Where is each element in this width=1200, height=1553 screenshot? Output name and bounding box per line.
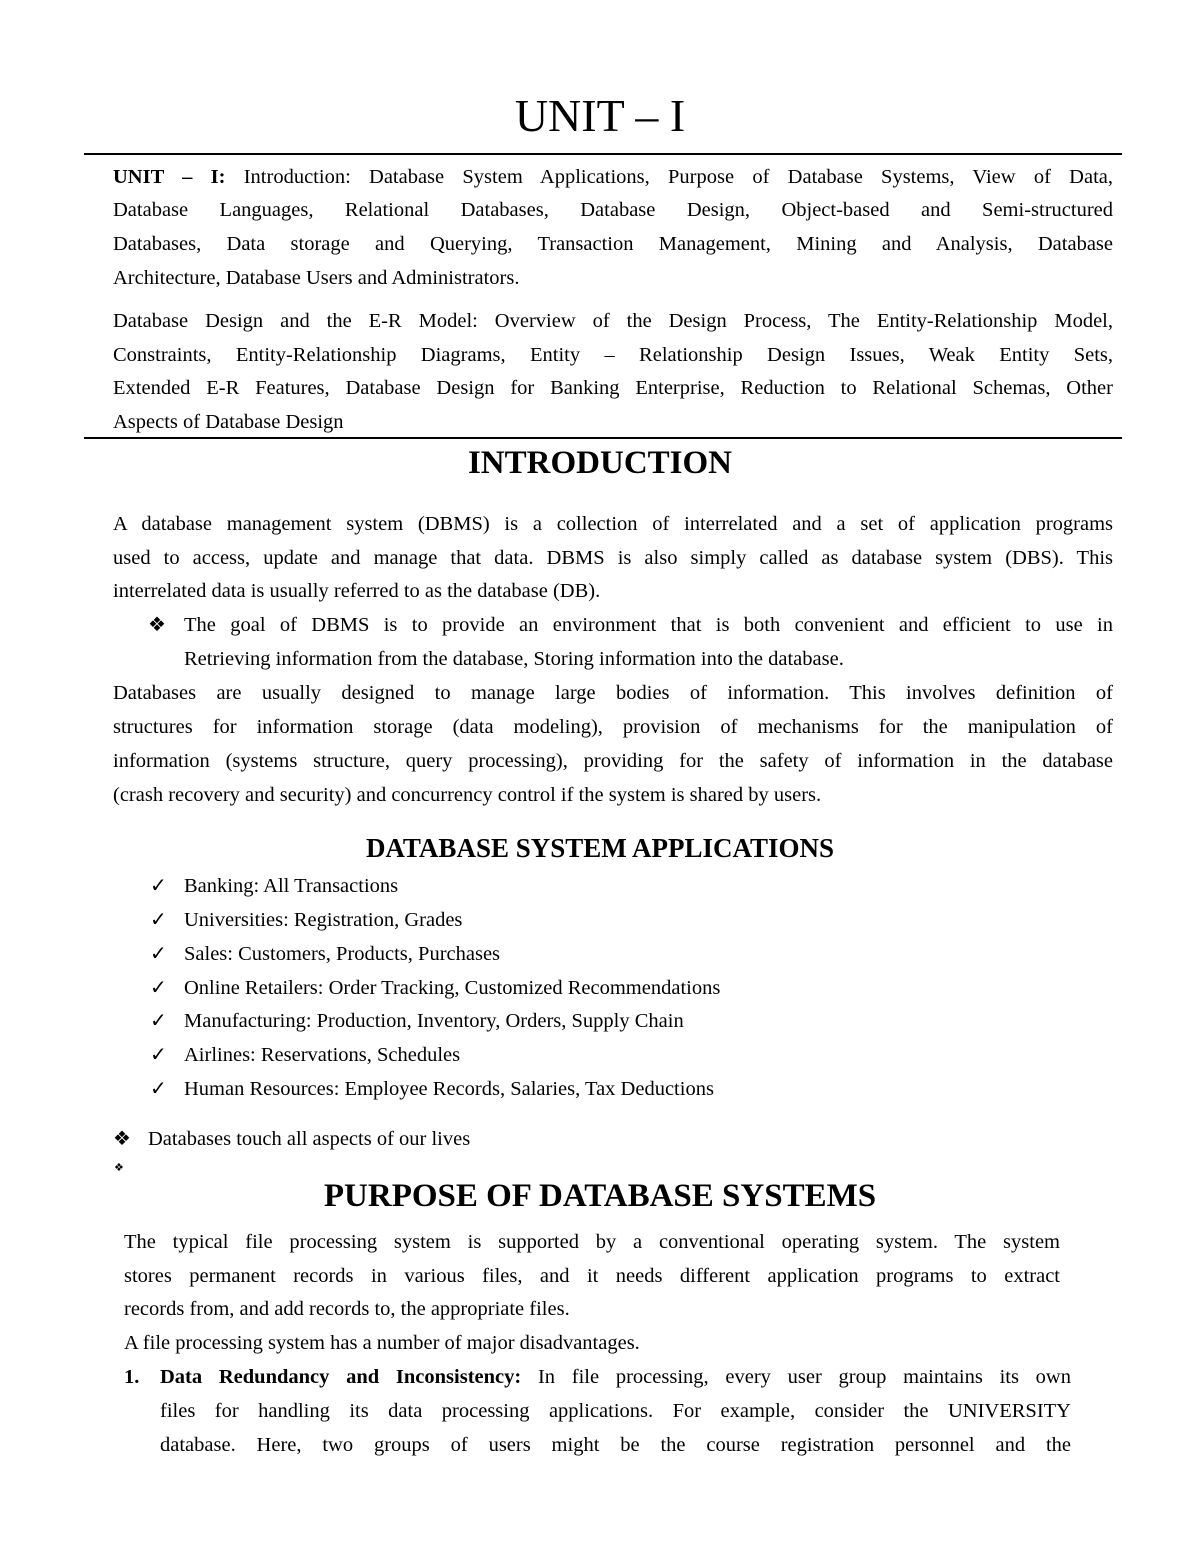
- intro-bullet-line-1: The goal of DBMS is to provide an environment that is both convenient and efficient to use in: [184, 614, 1113, 636]
- checkmark-icon: ✓: [150, 943, 167, 965]
- applications-heading: DATABASE SYSTEM APPLICATIONS: [365, 833, 835, 863]
- checkmark-icon: ✓: [150, 875, 167, 897]
- applications-note: Databases touch all aspects of our lives: [148, 1128, 471, 1150]
- purpose-p2: A file processing system has a number of major disadvantages.: [124, 1332, 640, 1354]
- title-rule: [84, 153, 1122, 155]
- syllabus-rule: [84, 437, 1122, 439]
- purpose-line-3: records from, and add records to, the appropriate files.: [124, 1298, 570, 1320]
- introduction-heading: INTRODUCTION: [467, 445, 733, 481]
- syllabus-line-1: [113, 165, 1113, 189]
- item-title: Data Redundancy and Inconsistency:: [160, 1366, 522, 1388]
- checkmark-icon: ✓: [150, 909, 167, 931]
- intro-p2-line-4: (crash recovery and security) and concurrency control if the system is shared by users.: [113, 784, 822, 806]
- item-number: 1.: [124, 1366, 140, 1388]
- list-item: Human Resources: Employee Records, Salaries, Tax Deductions: [184, 1078, 714, 1100]
- syllabus-line-3: Databases, Data storage and Querying, Transaction Management, Mining and Analysis, Database: [113, 233, 1113, 255]
- syllabus-p2-line-3: Extended E-R Features, Database Design for Banking Enterprise, Reduction to Relational Schemas, Other: [113, 377, 1113, 399]
- intro-p2-line-1: Databases are usually designed to manage large bodies of information. This involves definition of: [113, 682, 1113, 704]
- intro-p2-line-2: structures for information storage (data modeling), provision of mechanisms for the manipulation of: [113, 716, 1113, 738]
- intro-bullet-line-2: Retrieving information from the database, Storing information into the database.: [184, 648, 844, 670]
- list-item: Banking: All Transactions: [184, 875, 399, 897]
- syllabus-label: UNIT – I:: [113, 166, 226, 188]
- checkmark-icon: ✓: [150, 1078, 167, 1100]
- syllabus-p2-line-2: Constraints, Entity-Relationship Diagrams, Entity – Relationship Design Issues, Weak Entity Sets,: [113, 344, 1113, 366]
- diamond-bullet-icon: ❖: [113, 1128, 131, 1150]
- syllabus-p2-line-4: Aspects of Database Design: [113, 411, 344, 433]
- purpose-line-2: stores permanent records in various files, and it needs different application programs to extract: [124, 1265, 1060, 1287]
- intro-line-2: used to access, update and manage that data. DBMS is also simply called as database system (DBS). This: [113, 547, 1113, 569]
- list-item: Airlines: Reservations, Schedules: [184, 1044, 461, 1066]
- list-item: Universities: Registration, Grades: [184, 909, 463, 931]
- unit-title: UNIT – I: [514, 90, 686, 141]
- intro-line-3: interrelated data is usually referred to as the database (DB).: [113, 580, 601, 602]
- item-text: In file processing, every user group maintains its own: [521, 1366, 1071, 1388]
- list-item: Manufacturing: Production, Inventory, Orders, Supply Chain: [184, 1010, 684, 1032]
- diamond-bullet-icon: ❖: [148, 614, 166, 636]
- checkmark-icon: ✓: [150, 1044, 167, 1066]
- syllabus-p2-line-1: Database Design and the E-R Model: Overview of the Design Process, The Entity-Relationship Model,: [113, 310, 1113, 332]
- item-1-line-2: files for handling its data processing applications. For example, consider the UNIVERSITY: [160, 1400, 1071, 1422]
- syllabus-line-4: Architecture, Database Users and Administrators.: [113, 267, 520, 289]
- syllabus-line-2: Database Languages, Relational Databases, Database Design, Object-based and Semi-structured: [113, 199, 1113, 221]
- checkmark-icon: ✓: [150, 977, 167, 999]
- checkmark-icon: ✓: [150, 1010, 167, 1032]
- list-item: Online Retailers: Order Tracking, Customized Recommendations: [184, 977, 721, 999]
- syllabus-text: Introduction: Database System Applications, Purpose of Database Systems, View of Data,: [225, 166, 1113, 188]
- item-1-line-1: [160, 1365, 1071, 1389]
- purpose-heading: PURPOSE OF DATABASE SYSTEMS: [323, 1178, 877, 1214]
- purpose-line-1: The typical file processing system is supported by a conventional operating system. The system: [124, 1231, 1060, 1253]
- intro-line-1: A database management system (DBMS) is a collection of interrelated and a set of application programs: [113, 513, 1113, 535]
- item-1-line-3: database. Here, two groups of users might be the course registration personnel and the: [160, 1434, 1071, 1456]
- small-diamond-icon: ❖: [114, 1162, 124, 1174]
- intro-p2-line-3: information (systems structure, query processing), providing for the safety of information in the database: [113, 750, 1113, 772]
- list-item: Sales: Customers, Products, Purchases: [184, 943, 501, 965]
